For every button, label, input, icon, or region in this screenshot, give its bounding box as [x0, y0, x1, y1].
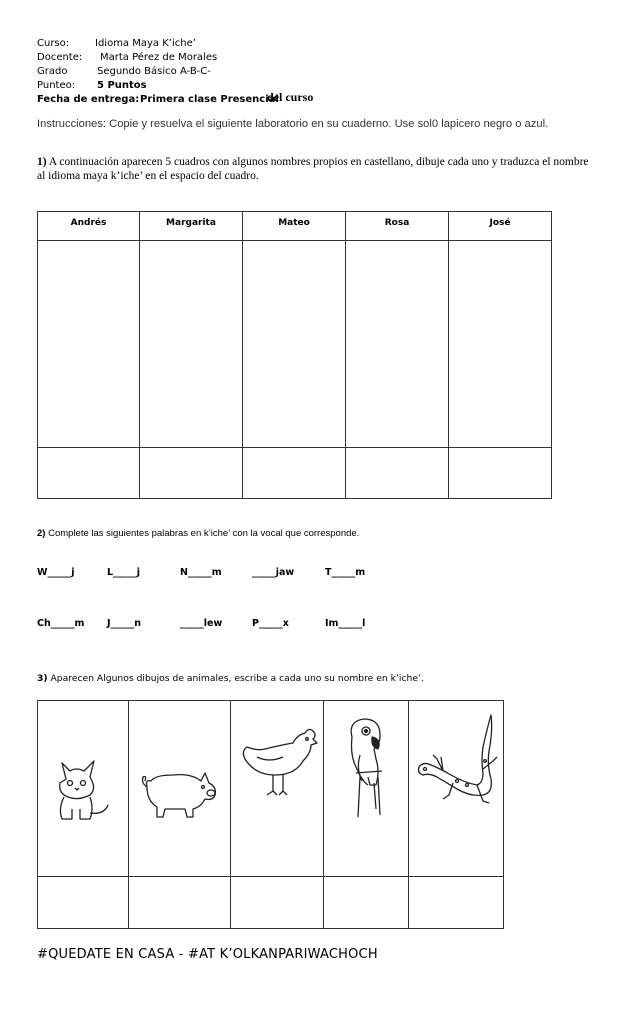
question-2 — [37, 528, 359, 539]
translation-cell — [38, 447, 139, 498]
word-blank: Im_____l — [325, 618, 366, 629]
parrot-icon — [338, 715, 398, 819]
name-header: Rosa — [346, 212, 448, 241]
translation-cell — [449, 447, 551, 498]
answer-cell — [38, 876, 128, 928]
answer-cell — [231, 876, 323, 928]
names-column — [38, 212, 140, 498]
answer-cell — [129, 876, 230, 928]
docente-value: Marta Pérez de Morales — [100, 52, 218, 63]
question-2-number: 2) — [37, 528, 46, 539]
word-blank: _____lew — [180, 618, 223, 629]
word-blank: N_____m — [180, 567, 222, 578]
animal-column — [409, 701, 503, 928]
header-curso — [37, 37, 196, 50]
curso-label: Curso: — [37, 38, 70, 49]
word-blank: _____jaw — [252, 567, 295, 578]
answer-cell — [324, 876, 408, 928]
translation-cell — [243, 447, 345, 498]
question-3-number: 3) — [37, 673, 48, 684]
translation-cell — [346, 447, 448, 498]
curso-value: Idioma Maya K’iche’ — [95, 38, 196, 49]
name-header: Margarita — [140, 212, 242, 241]
names-table — [37, 211, 552, 499]
name-header: Mateo — [243, 212, 345, 241]
header-punteo — [37, 79, 147, 92]
punteo-value: 5 Puntos — [97, 80, 147, 91]
fecha-value: Primera clase Presencial — [140, 94, 279, 105]
question-1-number: 1) — [37, 156, 47, 168]
fecha-label: Fecha de entrega: — [37, 94, 140, 105]
punteo-label: Punteo: — [37, 80, 76, 91]
translation-cell — [140, 447, 242, 498]
names-column — [140, 212, 243, 498]
names-column — [346, 212, 449, 498]
hen-icon — [237, 721, 319, 805]
names-column — [449, 212, 551, 498]
instructions: Instrucciones: Copie y resuelva el siguiente laboratorio en su cuaderno. Use sol0 lapicero negro o azul. — [37, 118, 549, 130]
animals-table — [37, 700, 504, 929]
header-grado — [37, 65, 211, 78]
name-header: José — [449, 212, 551, 241]
answer-cell — [409, 876, 503, 928]
animal-column — [324, 701, 409, 928]
lizard-icon — [413, 711, 501, 815]
fecha-suffix: del curso — [267, 90, 314, 104]
word-blank: Ch_____m — [37, 618, 85, 629]
question-2-text: Complete las siguientes palabras en k’iche’ con la vocal que corresponde. — [48, 528, 360, 539]
animal-column — [129, 701, 231, 928]
animal-column — [231, 701, 324, 928]
word-blank: T_____m — [325, 567, 366, 578]
header-docente — [37, 51, 218, 64]
footer-hashtags: #QUEDATE EN CASA - #AT K’OLKANPARIWACHOCH — [37, 947, 378, 962]
word-blank: J_____n — [107, 618, 142, 629]
question-1 — [37, 155, 597, 183]
question-3 — [37, 673, 424, 684]
docente-label: Docente: — [37, 52, 83, 63]
grado-label: Grado — [37, 66, 68, 77]
word-blank: P_____x — [252, 618, 289, 629]
header-fecha — [37, 90, 314, 106]
question-3-text: Aparecen Algunos dibujos de animales, escribe a cada uno su nombre en k’iche’. — [50, 673, 424, 684]
names-column — [243, 212, 346, 498]
grado-value: Segundo Básico A-B-C- — [97, 66, 211, 77]
word-blank: L_____j — [107, 567, 141, 578]
word-blank: W_____j — [37, 567, 75, 578]
animal-column — [38, 701, 129, 928]
cat-icon — [50, 753, 116, 823]
question-1-text: A continuación aparecen 5 cuadros con algunos nombres propios en castellano, dibuje cada uno y traduzca el nombre al idioma maya k’iche’ en el espacio del cuadro. — [37, 156, 589, 182]
name-header: Andrés — [38, 212, 139, 241]
pig-icon — [139, 765, 221, 821]
